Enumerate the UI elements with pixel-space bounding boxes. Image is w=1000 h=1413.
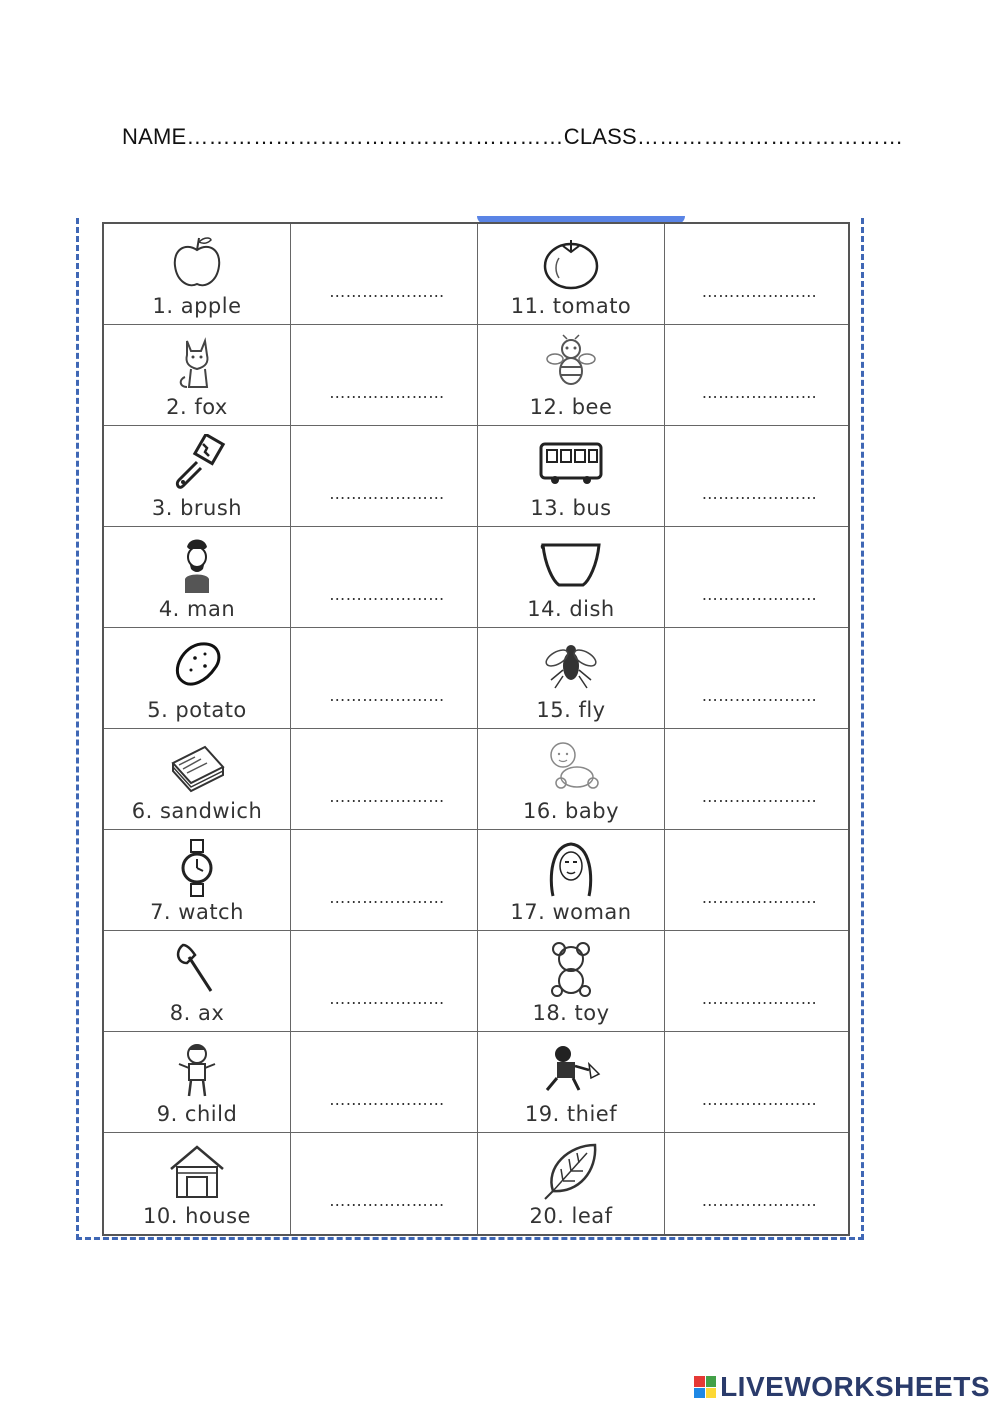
answer-cell[interactable] xyxy=(665,931,848,1032)
word-label: 17. woman xyxy=(510,900,632,924)
picture-cell xyxy=(104,426,291,527)
answer-cell[interactable] xyxy=(665,1133,848,1234)
baby-icon xyxy=(539,737,603,797)
answer-cell[interactable] xyxy=(665,325,848,426)
answer-cell[interactable] xyxy=(665,527,848,628)
picture-cell xyxy=(478,224,665,325)
answer-blank[interactable]: ………………… xyxy=(701,787,818,806)
bus-icon xyxy=(539,434,603,494)
picture-cell xyxy=(104,729,291,830)
woman-icon xyxy=(539,838,603,898)
answer-cell[interactable] xyxy=(291,224,478,325)
word-label: 20. leaf xyxy=(529,1204,613,1228)
child-icon xyxy=(165,1040,229,1100)
answer-cell[interactable] xyxy=(291,325,478,426)
fly-icon xyxy=(539,636,603,696)
ax-icon xyxy=(165,939,229,999)
answer-cell[interactable] xyxy=(665,830,848,931)
liveworksheets-logo-icon xyxy=(694,1376,716,1398)
sandwich-icon xyxy=(165,737,229,797)
word-label: 3. brush xyxy=(151,496,243,520)
brush-icon xyxy=(165,434,229,494)
answer-blank[interactable]: ………………… xyxy=(329,282,445,301)
picture-cell xyxy=(104,1032,291,1133)
picture-cell xyxy=(478,426,665,527)
word-label: 12. bee xyxy=(529,395,613,419)
answer-blank[interactable]: ………………… xyxy=(701,888,818,907)
fox-icon xyxy=(165,333,229,393)
man-icon xyxy=(165,535,229,595)
answer-blank[interactable]: ………………… xyxy=(701,484,818,503)
answer-blank[interactable]: ………………… xyxy=(329,383,445,402)
answer-cell[interactable] xyxy=(291,1032,478,1133)
thief-icon xyxy=(539,1040,603,1100)
name-class-line: NAME……………………………………………CLASS……………………………… xyxy=(122,124,904,149)
picture-cell xyxy=(104,830,291,931)
word-label: 6. sandwich xyxy=(131,799,263,823)
picture-cell xyxy=(104,527,291,628)
picture-cell xyxy=(478,1032,665,1133)
potato-icon xyxy=(165,636,229,696)
picture-cell xyxy=(478,325,665,426)
picture-cell xyxy=(478,628,665,729)
word-label: 13. bus xyxy=(530,496,612,520)
word-label: 15. fly xyxy=(536,698,606,722)
bee-icon xyxy=(539,333,603,393)
brand-name: LIVEWORKSHEETS xyxy=(720,1371,990,1402)
answer-blank[interactable]: ………………… xyxy=(701,383,818,402)
answer-blank[interactable]: ………………… xyxy=(329,787,445,806)
toy-icon xyxy=(539,939,603,999)
answer-blank[interactable]: ………………… xyxy=(701,1090,818,1109)
apple-icon xyxy=(165,232,229,292)
tomato-icon xyxy=(539,232,603,292)
word-label: 2. fox xyxy=(166,395,228,419)
answer-blank[interactable]: ………………… xyxy=(701,989,818,1008)
word-label: 7. watch xyxy=(150,900,244,924)
leaf-icon xyxy=(539,1141,603,1201)
picture-cell xyxy=(478,527,665,628)
word-label: 10. house xyxy=(143,1204,251,1228)
word-label: 8. ax xyxy=(169,1001,225,1025)
dish-icon xyxy=(539,535,603,595)
word-label: 5. potato xyxy=(147,698,247,722)
answer-blank[interactable]: ………………… xyxy=(329,484,445,503)
word-label: 9. child xyxy=(156,1102,238,1126)
house-icon xyxy=(165,1141,229,1201)
word-label: 16. baby xyxy=(522,799,620,823)
footer-brand xyxy=(694,1371,990,1403)
answer-blank[interactable]: ………………… xyxy=(329,585,445,604)
picture-cell xyxy=(478,729,665,830)
answer-cell[interactable] xyxy=(665,426,848,527)
answer-cell[interactable] xyxy=(291,931,478,1032)
answer-cell[interactable] xyxy=(291,1133,478,1234)
answer-cell[interactable] xyxy=(291,729,478,830)
answer-blank[interactable]: ………………… xyxy=(701,1191,818,1210)
answer-blank[interactable]: ………………… xyxy=(329,1191,445,1210)
answer-blank[interactable]: ………………… xyxy=(329,888,445,907)
watch-icon xyxy=(165,838,229,898)
word-label: 11. tomato xyxy=(510,294,632,318)
answer-cell[interactable] xyxy=(665,628,848,729)
picture-cell xyxy=(478,1133,665,1234)
picture-cell xyxy=(104,224,291,325)
picture-cell xyxy=(104,628,291,729)
answer-blank[interactable]: ………………… xyxy=(329,1090,445,1109)
word-label: 19. thief xyxy=(524,1102,618,1126)
picture-cell xyxy=(478,931,665,1032)
answer-cell[interactable] xyxy=(665,729,848,830)
word-label: 1. apple xyxy=(152,294,242,318)
picture-cell xyxy=(104,325,291,426)
word-label: 14. dish xyxy=(527,597,615,621)
answer-blank[interactable]: ………………… xyxy=(701,585,818,604)
picture-cell xyxy=(104,931,291,1032)
answer-cell[interactable] xyxy=(291,628,478,729)
answer-cell[interactable] xyxy=(291,830,478,931)
word-label: 18. toy xyxy=(532,1001,610,1025)
answer-blank[interactable]: ………………… xyxy=(701,282,818,301)
answer-blank[interactable]: ………………… xyxy=(329,686,445,705)
answer-blank[interactable]: ………………… xyxy=(329,989,445,1008)
answer-blank[interactable]: ………………… xyxy=(701,686,818,705)
word-label: 4. man xyxy=(158,597,236,621)
answer-cell[interactable] xyxy=(665,1032,848,1133)
picture-cell xyxy=(478,830,665,931)
answer-cell[interactable] xyxy=(665,224,848,325)
vocabulary-table xyxy=(102,222,850,1236)
picture-cell xyxy=(104,1133,291,1234)
answer-cell[interactable] xyxy=(291,527,478,628)
answer-cell[interactable] xyxy=(291,426,478,527)
